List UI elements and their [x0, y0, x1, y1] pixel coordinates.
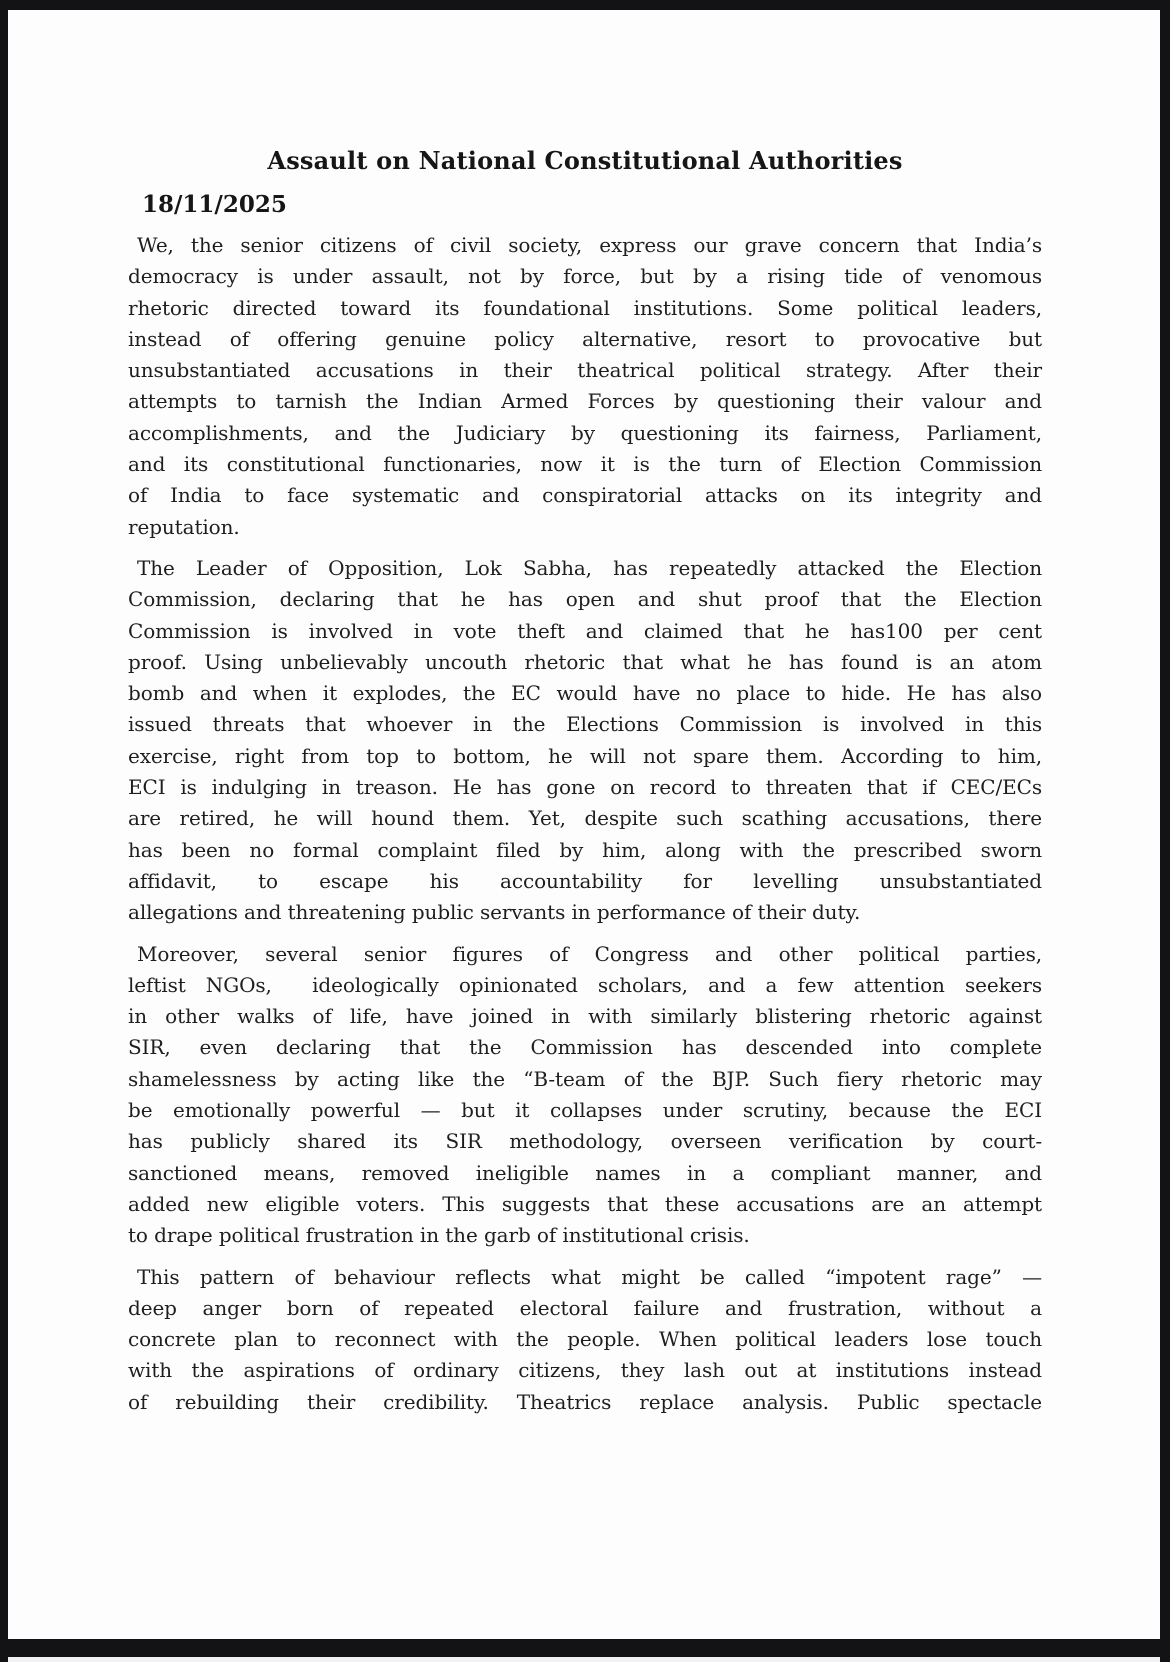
text-line: are retired, he will hound them. Yet, despite such scathing accusations, there [128, 806, 1042, 831]
text-line: accomplishments, and the Judiciary by questioning its fairness, Parliament, [128, 420, 1042, 445]
text-line: with the aspirations of ordinary citizens, they lash out at institutions instead [128, 1358, 1042, 1383]
text-line: issued threats that whoever in the Elections Commission is involved in this [128, 712, 1042, 737]
text-line: ECI is indulging in treason. He has gone on record to threaten that if CEC/ECs [128, 775, 1042, 800]
text-line: has been no formal complaint filed by him, along with the prescribed sworn [128, 837, 1042, 862]
text-line: of India to face systematic and conspiratorial attacks on its integrity and [128, 483, 1042, 508]
document-page-1 [8, 10, 1160, 1639]
text-line: Moreover, several senior figures of Congress and other political parties, [137, 941, 1042, 966]
paragraph [128, 939, 1042, 1252]
text-line: proof. Using unbelievably uncouth rhetoric that what he has found is an atom [128, 649, 1042, 674]
text-line: has publicly shared its SIR methodology, overseen verification by court- [128, 1129, 1042, 1154]
text-line: affidavit, to escape his accountability for levelling unsubstantiated [128, 868, 1042, 893]
text-line: allegations and threatening public servants in performance of their duty. [128, 900, 861, 925]
document-title: Assault on National Constitutional Authorities [267, 146, 903, 175]
text-line: be emotionally powerful — but it collapses under scrutiny, because the ECI [128, 1098, 1042, 1123]
text-line: instead of offering genuine policy alternative, resort to provocative but [128, 326, 1042, 351]
document-page-2-edge [8, 1657, 1160, 1662]
text-line: added new eligible voters. This suggests that these accusations are an attempt [128, 1191, 1042, 1216]
text-line: leftist NGOs, ideologically opinionated scholars, and a few attention seekers [128, 972, 1042, 997]
text-line: SIR, even declaring that the Commission has descended into complete [128, 1035, 1042, 1060]
text-line: attempts to tarnish the Indian Armed Forces by questioning their valour and [128, 389, 1042, 414]
text-line: and its constitutional functionaries, now it is the turn of Election Commission [128, 452, 1042, 477]
text-line: sanctioned means, removed ineligible names in a compliant manner, and [128, 1160, 1042, 1185]
text-line: The Leader of Opposition, Lok Sabha, has repeatedly attacked the Election [137, 555, 1042, 580]
text-line: to drape political frustration in the garb of institutional crisis. [128, 1223, 750, 1248]
paragraph [128, 553, 1042, 929]
text-line: exercise, right from top to bottom, he will not spare them. According to him, [128, 743, 1042, 768]
text-line: shamelessness by acting like the “B-team of the BJP. Such fiery rhetoric may [128, 1066, 1042, 1091]
text-line: rhetoric directed toward its foundational institutions. Some political leaders, [128, 295, 1042, 320]
text-line: We, the senior citizens of civil society, express our grave concern that India’s [137, 233, 1042, 257]
paragraph [128, 230, 1042, 543]
text-line: unsubstantiated accusations in their theatrical political strategy. After their [128, 358, 1042, 383]
text-line: This pattern of behaviour reflects what might be called “impotent rage” — [137, 1264, 1042, 1289]
text-line: reputation. [128, 514, 240, 539]
text-line: concrete plan to reconnect with the people. When political leaders lose touch [128, 1327, 1042, 1352]
text-line: democracy is under assault, not by force, but by a rising tide of venomous [128, 264, 1042, 289]
text-line: Commission, declaring that he has open and shut proof that the Election [128, 587, 1042, 612]
document-date: 18/11/2025 [142, 191, 287, 218]
document-content [128, 10, 1042, 1418]
text-line: bomb and when it explodes, the EC would have no place to hide. He has also [128, 681, 1042, 706]
document-body [128, 230, 1042, 1418]
text-line: Commission is involved in vote theft and claimed that he has100 per cent [128, 618, 1042, 643]
text-line: in other walks of life, have joined in with similarly blistering rhetoric against [128, 1004, 1042, 1029]
text-line: deep anger born of repeated electoral failure and frustration, without a [128, 1295, 1042, 1320]
paragraph [128, 1262, 1042, 1418]
text-line: of rebuilding their credibility. Theatrics replace analysis. Public spectacle [128, 1389, 1042, 1414]
